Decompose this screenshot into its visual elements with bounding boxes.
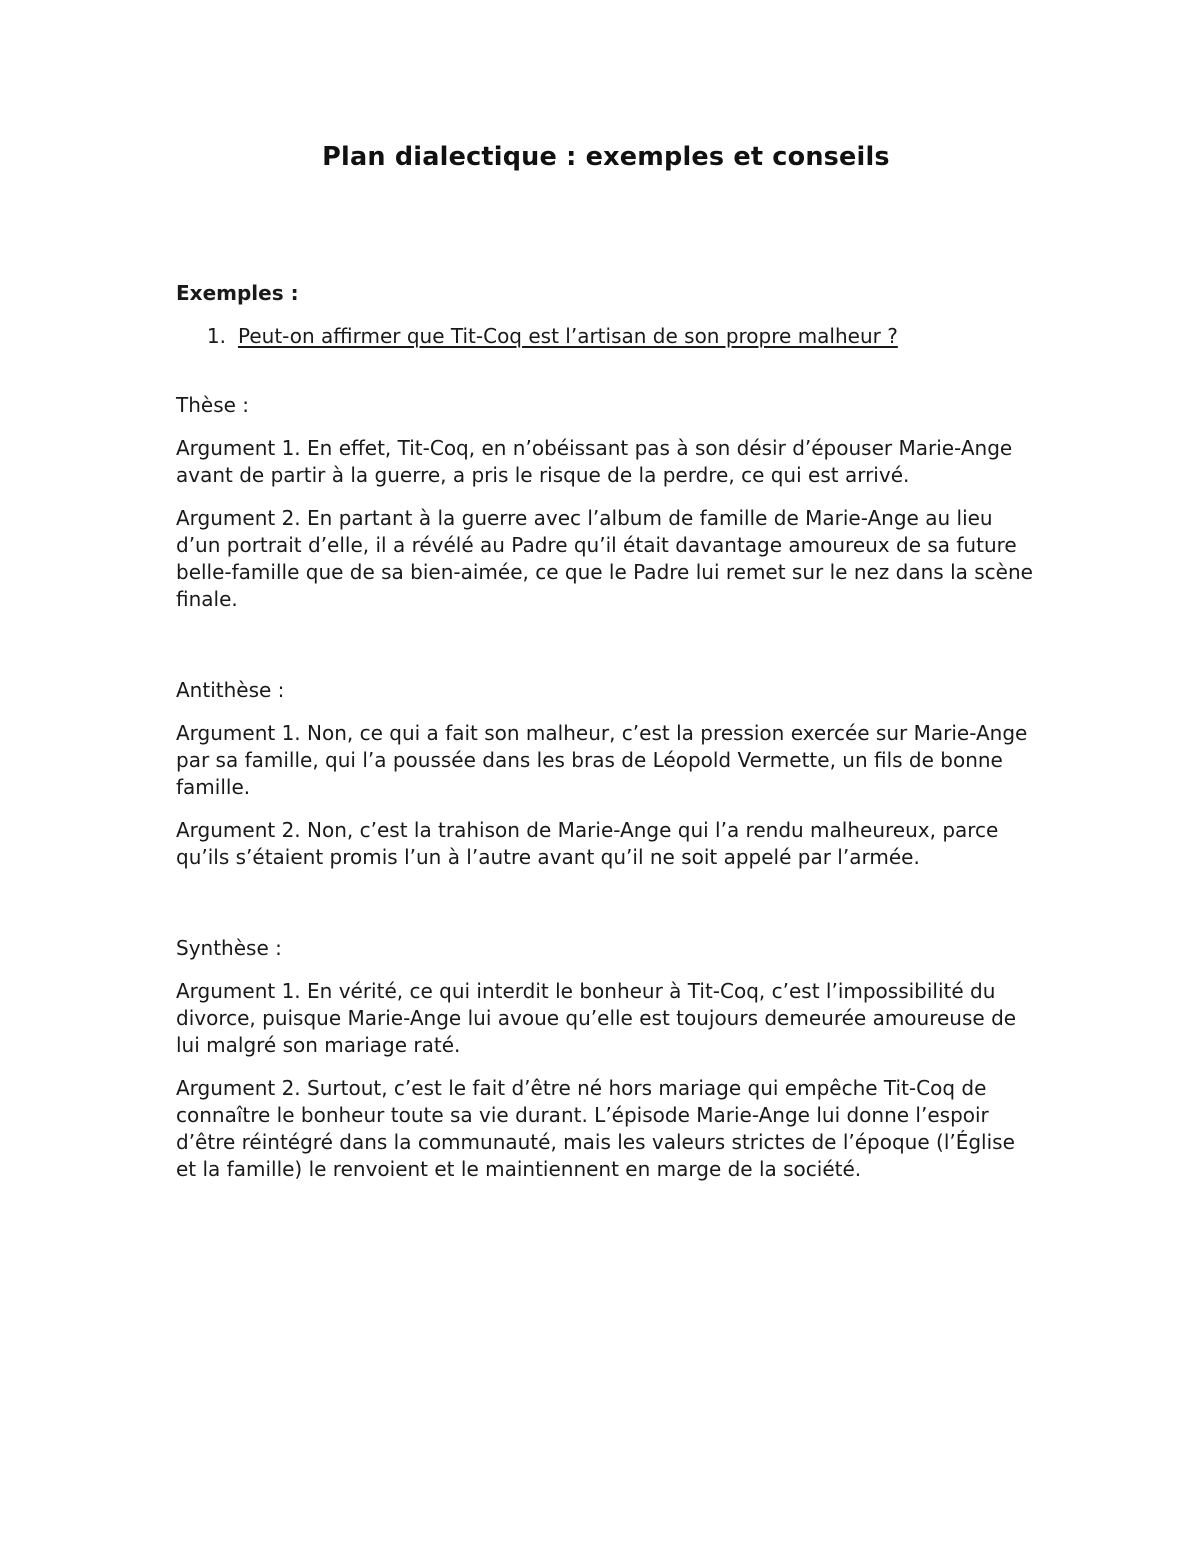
document-body <box>176 142 1036 1183</box>
examples-heading: Exemples : <box>176 281 299 305</box>
document-title: Plan dialectique : exemples et conseils <box>322 142 890 172</box>
these-argument-2: Argument 2. En partant à la guerre avec l’album de famille de Marie-Ange au lieu d’un portrait d’elle, il a révélé au Padre qu’il était davantage amoureux de sa future belle-famille que de sa bien-aimée, ce que le Padre lui remet sur le nez dans la scène finale. <box>176 506 1033 611</box>
antithese-argument-1: Argument 1. Non, ce qui a fait son malheur, c’est la pression exercée sur Marie-Ange par sa famille, qui l’a poussée dans les bras de Léopold Vermette, un fils de bonne famille. <box>176 721 1028 799</box>
these-heading: Thèse : <box>176 393 250 417</box>
synthese-heading: Synthèse : <box>176 936 282 960</box>
question-text: Peut-on affirmer que Tit-Coq est l’artisan de son propre malheur ? <box>238 324 898 348</box>
question-item <box>176 323 1036 350</box>
question-number: 1. <box>206 324 226 348</box>
these-argument-1: Argument 1. En effet, Tit-Coq, en n’obéissant pas à son désir d’épouser Marie-Ange avant de partir à la guerre, a pris le risque de la perdre, ce qui est arrivé. <box>176 436 1013 487</box>
antithese-argument-2: Argument 2. Non, c’est la trahison de Marie-Ange qui l’a rendu malheureux, parce qu’ils s’étaient promis l’un à l’autre avant qu’il ne soit appelé par l’armée. <box>176 818 999 869</box>
antithese-heading: Antithèse : <box>176 678 285 702</box>
synthese-argument-2: Argument 2. Surtout, c’est le fait d’être né hors mariage qui empêche Tit-Coq de connaître le bonheur toute sa vie durant. L’épisode Marie-Ange lui donne l’espoir d’être réintégré dans la communauté, mais les valeurs strictes de l’époque (l’Église et la famille) le renvoient et le maintiennent en marge de la société. <box>176 1076 1015 1181</box>
synthese-argument-1: Argument 1. En vérité, ce qui interdit le bonheur à Tit-Coq, c’est l’impossibilité du divorce, puisque Marie-Ange lui avoue qu’elle est toujours demeurée amoureuse de lui malgré son mariage raté. <box>176 979 1017 1057</box>
